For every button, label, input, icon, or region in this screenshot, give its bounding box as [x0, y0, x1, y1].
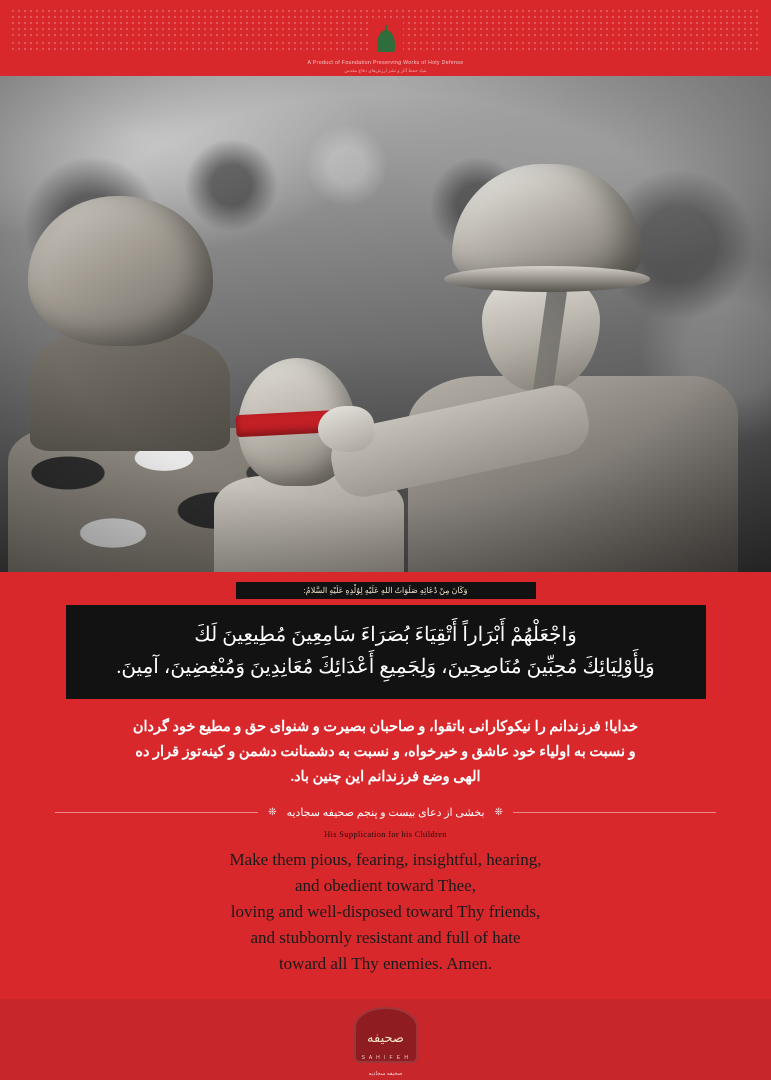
persian-line: الهی وضع فرزندانم این چنین باد.: [290, 769, 481, 785]
footer-caption: صحیفه سجادیه: [368, 1071, 403, 1077]
english-translation: [56, 847, 716, 977]
english-line: and stubbornly resistant and full of hate: [250, 928, 521, 947]
poster-header: [0, 0, 771, 76]
english-line: Make them pious, fearing, insightful, hearing,: [229, 850, 542, 869]
persian-line: و نسبت به اولیاء خود عاشق و خیرخواه، و نسبت به دشمنانت دشمن و کینه‌توز قرار ده: [135, 744, 636, 760]
poster-content: [0, 582, 771, 985]
source-citation: بخشی از دعای بیست و پنجم صحیفه سجادیه: [286, 807, 485, 819]
hadith-heading: وَكَانَ مِنْ دُعَائِهِ صَلَوَاتُ اللهِ عَلَيْهِ لِوُلْدِهِ عَلَيْهِ السَّلامُ:: [236, 582, 536, 599]
divider-rule-left: [55, 812, 258, 813]
english-line: and obedient toward Thee,: [295, 876, 476, 895]
arabic-quote-panel: [66, 605, 706, 699]
header-caption-en: A Product of Foundation Preserving Works of Holy Defense: [307, 60, 464, 66]
persian-line: خدایا! فرزندانم را نیکوکارانی باتقوا، و صاحبان بصیرت و شنوای حق و مطیع خود گردان: [132, 719, 639, 735]
persian-translation: [56, 715, 716, 790]
ornament-icon: ❊: [268, 807, 277, 818]
english-line: loving and well-disposed toward Thy friends,: [230, 902, 541, 921]
arabic-line: وَلِأَوْلِيَائِكَ مُحِبِّينَ مُنَاصِحِينَ، وَلِجَمِيعِ أَعْدَائِكَ مُعَانِدِينَ وَمُبْغِضِينَ، آمِينَ.: [116, 656, 655, 678]
english-line: toward all Thy enemies. Amen.: [278, 954, 493, 973]
arabic-line: وَاجْعَلْهُمْ أَبْرَاراً أَتْقِيَاءَ بُصَرَاءَ سَامِعِينَ مُطِيعِينَ لَكَ: [194, 624, 577, 646]
hero-photo: [0, 76, 771, 572]
english-title: His Supplication for his Children: [324, 829, 447, 839]
poster-footer: [0, 999, 771, 1080]
photo-vignette: [0, 76, 771, 572]
source-divider: [56, 806, 716, 819]
footer-logo-subtitle: S A H I F E H: [361, 1055, 410, 1061]
divider-rule-right: [513, 812, 716, 813]
ornament-icon: ❊: [494, 807, 503, 818]
footer-logo-text: صحیفه: [367, 1030, 404, 1045]
header-caption-fa: بنیاد حفظ آثار و نشر ارزش‌های دفاع مقدس: [344, 68, 427, 73]
mosque-dome-icon: [369, 22, 403, 52]
